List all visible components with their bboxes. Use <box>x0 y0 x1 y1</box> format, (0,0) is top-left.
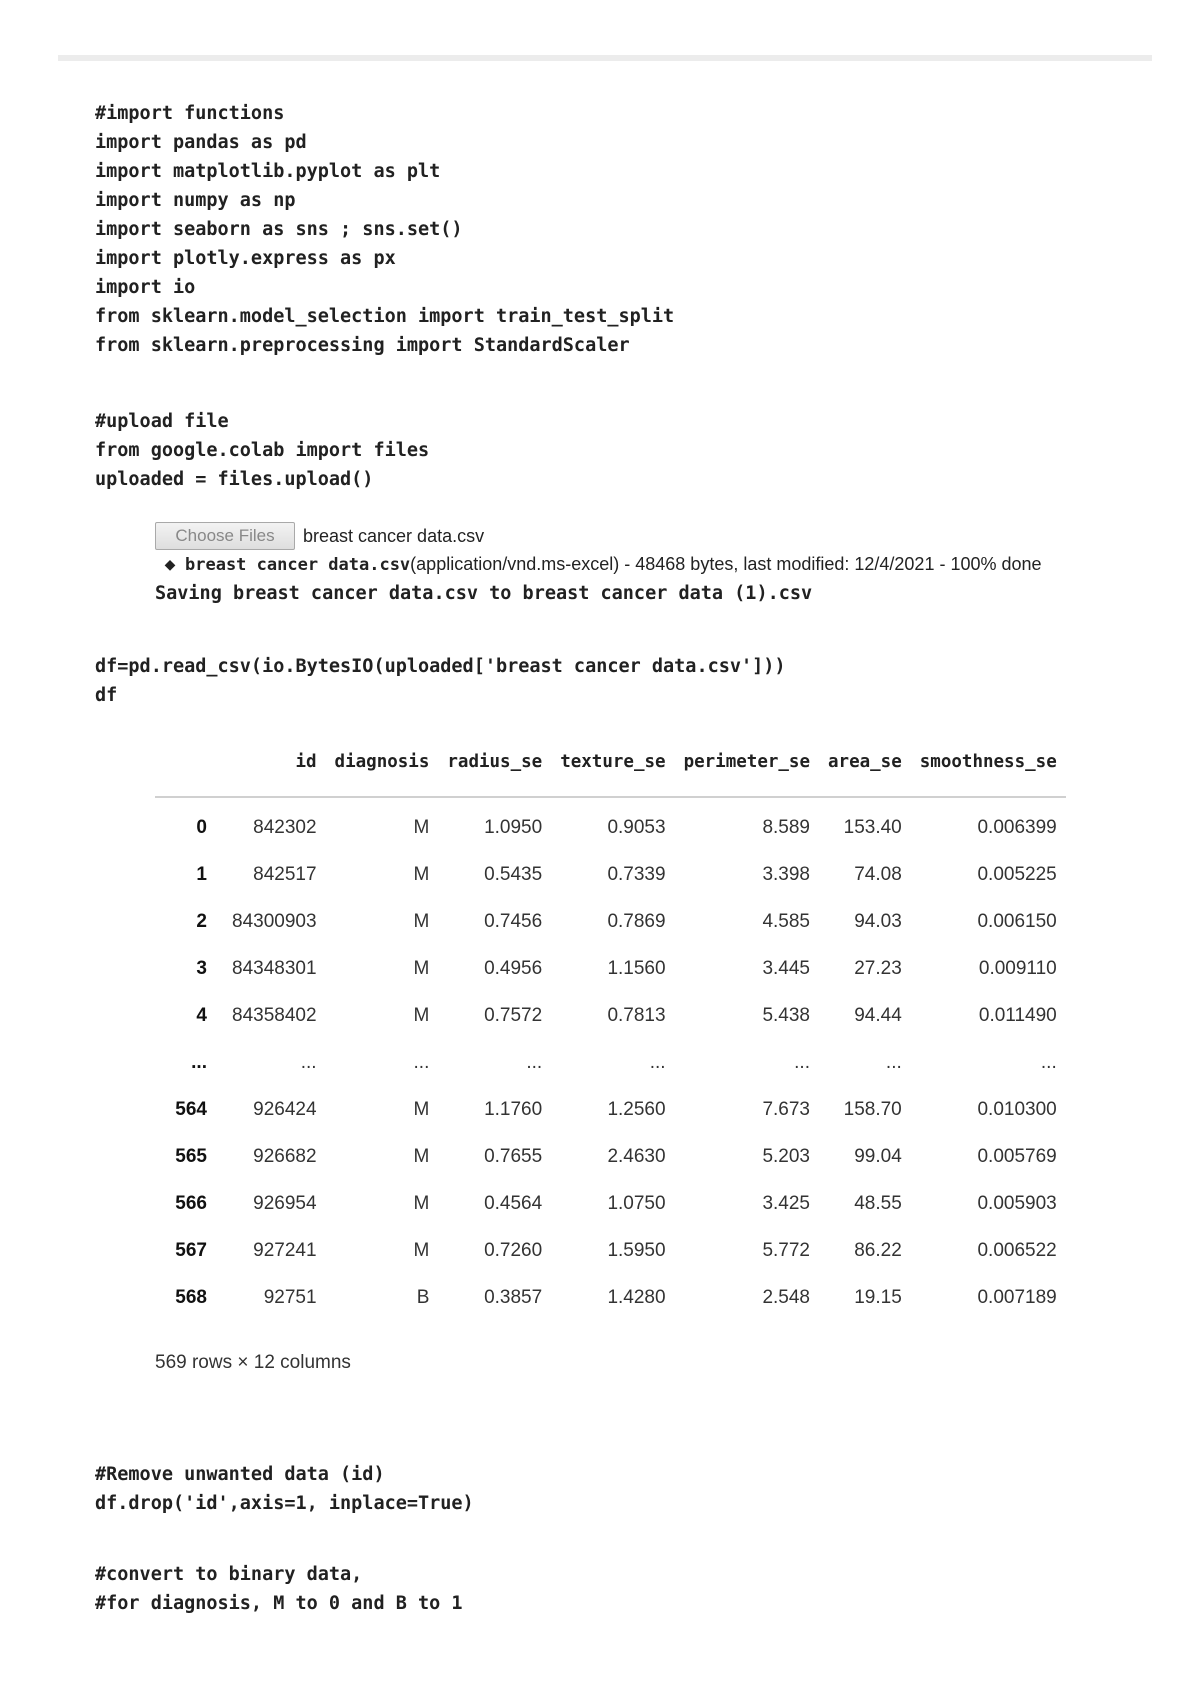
table-cell: 84348301 <box>232 957 317 979</box>
dataframe-header-row <box>155 752 1066 797</box>
table-cell: 74.08 <box>854 863 902 885</box>
column-header-id: id <box>223 752 326 797</box>
table-cell: 926682 <box>253 1145 317 1167</box>
table-cell: M <box>413 863 430 885</box>
table-cell: 0.9053 <box>607 816 666 838</box>
table-row <box>155 1180 1066 1227</box>
table-row <box>155 851 1066 898</box>
dataframe-output <box>155 752 1155 1352</box>
table-cell: M <box>413 816 430 838</box>
dataframe-shape: 569 rows × 12 columns <box>155 1352 351 1373</box>
table-cell: 0.010300 <box>977 1098 1057 1120</box>
table-row <box>155 1227 1066 1274</box>
row-index: 3 <box>196 957 207 979</box>
table-cell: 2.4630 <box>607 1145 666 1167</box>
table-cell: 1.5950 <box>607 1239 666 1261</box>
table-cell: 94.03 <box>854 910 902 932</box>
table-cell: 842517 <box>253 863 317 885</box>
row-index: 565 <box>175 1145 207 1167</box>
table-cell: 5.438 <box>762 1004 810 1026</box>
table-cell: 158.70 <box>843 1098 902 1120</box>
table-cell: ... <box>649 1051 666 1073</box>
table-cell: M <box>413 910 430 932</box>
table-cell: ... <box>1040 1051 1057 1073</box>
table-cell: 0.4956 <box>484 957 543 979</box>
uploaded-file-meta: (application/vnd.ms-excel) - 48468 bytes, last modified: 12/4/2021 - 100% done <box>410 554 1042 574</box>
table-cell: 7.673 <box>762 1098 810 1120</box>
table-cell: 0.011490 <box>978 1004 1057 1026</box>
table-cell: 84358402 <box>232 1004 317 1026</box>
table-cell: 842302 <box>253 816 317 838</box>
table-cell: 84300903 <box>232 910 317 932</box>
column-header-diagnosis: diagnosis <box>326 752 439 797</box>
table-cell: M <box>413 957 430 979</box>
table-cell: 1.1560 <box>607 957 666 979</box>
table-cell: 0.007189 <box>977 1286 1057 1308</box>
row-index: 2 <box>196 910 207 932</box>
table-cell: 0.006399 <box>977 816 1057 838</box>
table-cell: 0.006150 <box>977 910 1057 932</box>
row-index: 4 <box>196 1004 207 1026</box>
table-cell: 4.585 <box>762 910 810 932</box>
code-cell-read-csv[interactable]: df=pd.read_csv(io.BytesIO(uploaded['breast cancer data.csv'])) df <box>95 656 786 706</box>
table-cell: 1.2560 <box>607 1098 666 1120</box>
table-cell: ... <box>526 1051 543 1073</box>
row-index: ... <box>191 1051 207 1073</box>
column-header-texture-se: texture_se <box>551 752 674 797</box>
table-row <box>155 1274 1066 1321</box>
row-index: 568 <box>175 1286 207 1308</box>
row-index: 567 <box>175 1239 207 1261</box>
table-cell: 0.7813 <box>607 1004 666 1026</box>
table-cell: M <box>413 1004 430 1026</box>
bullet-icon: ◆ <box>164 556 176 572</box>
table-cell: M <box>413 1192 430 1214</box>
table-cell: 2.548 <box>762 1286 810 1308</box>
table-cell: 3.445 <box>762 957 810 979</box>
table-cell: ... <box>794 1051 810 1073</box>
table-cell: 0.005903 <box>977 1192 1057 1214</box>
table-cell: 926954 <box>253 1192 317 1214</box>
choose-files-button[interactable]: Choose Files <box>155 522 295 550</box>
uploaded-file-name: breast cancer data.csv <box>185 555 411 575</box>
column-header-radius-se: radius_se <box>438 752 551 797</box>
table-cell: ... <box>300 1051 317 1073</box>
table-cell: 0.7869 <box>607 910 666 932</box>
table-cell: 926424 <box>253 1098 317 1120</box>
table-cell: 92751 <box>263 1286 317 1308</box>
table-cell: B <box>416 1286 430 1308</box>
table-row <box>155 945 1066 992</box>
table-cell: 19.15 <box>854 1286 902 1308</box>
table-cell: M <box>413 1098 430 1120</box>
table-cell: 48.55 <box>854 1192 902 1214</box>
table-cell: 927241 <box>253 1239 317 1261</box>
table-cell: ... <box>413 1051 430 1073</box>
table-cell: 8.589 <box>762 816 810 838</box>
table-cell: 0.7339 <box>607 863 666 885</box>
table-cell: 153.40 <box>843 816 902 838</box>
code-cell-drop-id[interactable]: #Remove unwanted data (id) df.drop('id',axis=1, inplace=True) <box>95 1464 474 1514</box>
saving-message: Saving breast cancer data.csv to breast cancer data (1).csv <box>155 583 813 604</box>
table-cell: ... <box>885 1051 902 1073</box>
table-cell: 1.0950 <box>484 816 543 838</box>
table-row <box>155 1086 1066 1133</box>
table-row <box>155 1039 1066 1086</box>
table-cell: 3.398 <box>762 863 810 885</box>
table-cell: 0.7572 <box>484 1004 543 1026</box>
table-row <box>155 797 1066 851</box>
row-index: 1 <box>196 863 207 885</box>
index-header <box>155 752 223 797</box>
dataframe-table <box>155 752 1066 1321</box>
table-cell: 0.4564 <box>484 1192 543 1214</box>
table-cell: 1.1760 <box>484 1098 543 1120</box>
table-cell: 0.005769 <box>977 1145 1057 1167</box>
table-cell: 0.7260 <box>484 1239 543 1261</box>
column-header-area-se: area_se <box>819 752 911 797</box>
table-cell: 99.04 <box>854 1145 902 1167</box>
row-index: 0 <box>196 816 207 838</box>
table-cell: 5.203 <box>762 1145 810 1167</box>
upload-output <box>155 522 1155 612</box>
code-cell-convert[interactable]: #convert to binary data, #for diagnosis, M to 0 and B to 1 <box>95 1564 463 1614</box>
column-header-smoothness-se: smoothness_se <box>911 752 1066 797</box>
chosen-file-label: breast cancer data.csv <box>303 526 485 546</box>
row-index: 566 <box>175 1192 207 1214</box>
column-header-perimeter-se: perimeter_se <box>675 752 819 797</box>
table-row <box>155 992 1066 1039</box>
table-cell: 0.7456 <box>484 910 543 932</box>
table-cell: 3.425 <box>762 1192 810 1214</box>
table-cell: 0.009110 <box>978 957 1057 979</box>
table-cell: 0.006522 <box>977 1239 1057 1261</box>
table-cell: M <box>413 1145 430 1167</box>
cell-separator <box>58 55 1152 61</box>
table-cell: 1.4280 <box>607 1286 666 1308</box>
table-row <box>155 1133 1066 1180</box>
table-row <box>155 898 1066 945</box>
table-cell: 1.0750 <box>607 1192 666 1214</box>
table-cell: 0.7655 <box>484 1145 543 1167</box>
code-cell-imports[interactable]: #import functions import pandas as pd import matplotlib.pyplot as plt import numpy as np import seaborn as sns ; sns.set() import plotly.express as px import io from sklearn.model_selection import train_test_split from sklearn.preprocessing import StandardScaler <box>95 103 675 356</box>
table-cell: M <box>413 1239 430 1261</box>
row-index: 564 <box>175 1098 207 1120</box>
table-cell: 27.23 <box>854 957 902 979</box>
table-cell: 0.5435 <box>484 863 543 885</box>
table-cell: 86.22 <box>854 1239 902 1261</box>
file-info-line <box>155 552 1042 577</box>
table-cell: 0.005225 <box>977 863 1057 885</box>
code-cell-upload[interactable]: #upload file from google.colab import files uploaded = files.upload() <box>95 411 430 490</box>
table-cell: 94.44 <box>854 1004 902 1026</box>
table-cell: 0.3857 <box>484 1286 543 1308</box>
table-cell: 5.772 <box>762 1239 810 1261</box>
